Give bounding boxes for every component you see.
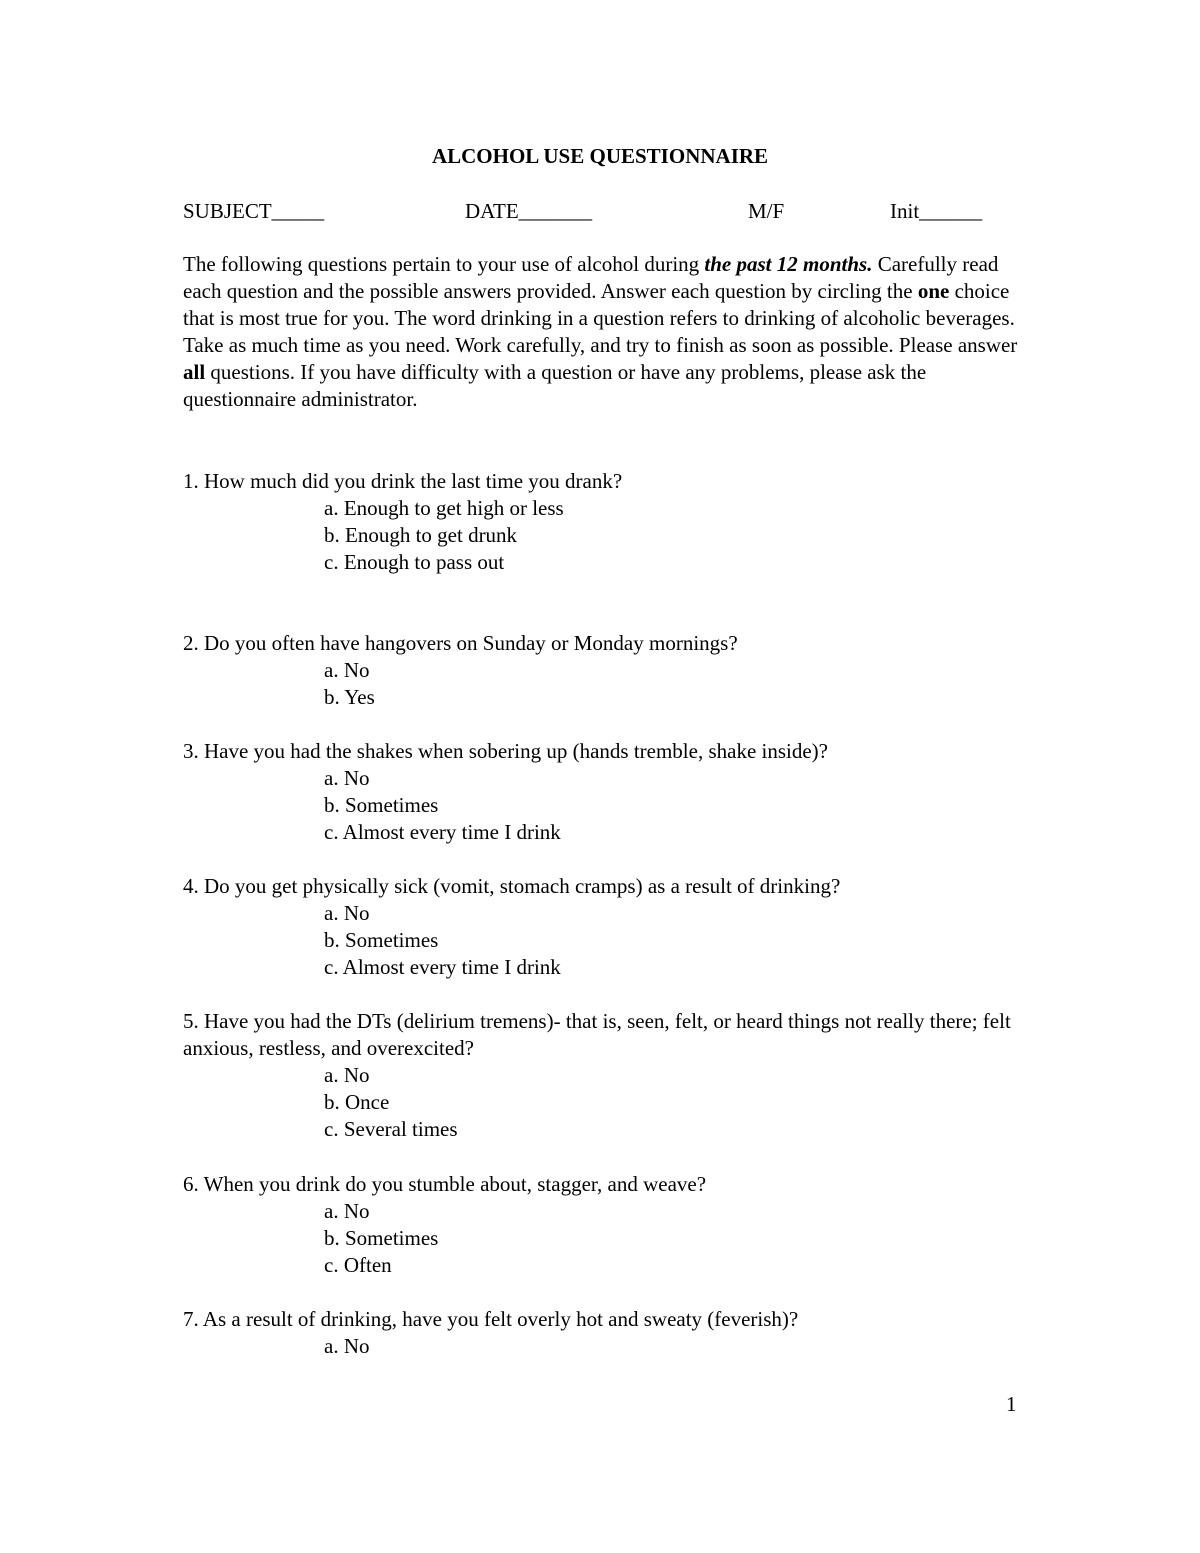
instructions-paragraph [183,251,1023,413]
answer-option[interactable]: a. Enough to get high or less [324,496,564,520]
instructions-text-3: choice that is most true for you. The word drinking in a question refers to drinking of alcoholic beverages. Take as much time as you need. Work carefully, and try to finish as soon as possible. Please answer [183,279,1018,357]
answer-option[interactable]: a. No [324,1199,370,1223]
answer-option[interactable]: a. No [324,766,370,790]
initials-field: Init______ [890,199,983,223]
answer-option[interactable]: c. Often [324,1253,392,1277]
question-text: 5. Have you had the DTs (delirium tremens)- that is, seen, felt, or heard things not really there; felt anxious, restless, and overexcited? [183,1009,1011,1060]
subject-field: SUBJECT_____ [183,199,325,223]
instructions [183,251,1023,413]
instructions-all: all [183,360,206,384]
question-text: 2. Do you often have hangovers on Sunday or Monday mornings? [183,631,738,655]
answer-option[interactable]: b. Yes [324,685,375,709]
answer-option[interactable]: c. Almost every time I drink [324,955,561,979]
answer-option[interactable]: a. No [324,658,370,682]
instructions-text-2: Carefully read each question and the possible answers provided. Answer each question by circling the [183,252,999,303]
answer-options [183,1198,1023,1279]
sex-field: M/F [748,199,785,223]
answer-options [183,1062,1023,1143]
answer-option[interactable]: b. Enough to get drunk [324,523,518,547]
answer-option[interactable]: c. Several times [324,1117,458,1141]
answer-option[interactable]: b. Sometimes [324,928,439,952]
question-3 [183,738,1023,846]
question-text: 7. As a result of drinking, have you felt overly hot and sweaty (feverish)? [183,1307,799,1331]
question-2 [183,630,1023,711]
instructions-one: one [917,279,950,303]
page-title: ALCOHOL USE QUESTIONNAIRE [431,144,769,168]
answer-options [183,495,1023,576]
instructions-text-4: questions. If you have difficulty with a question or have any problems, please ask the questionnaire administrator. [183,360,927,411]
question-6 [183,1171,1023,1279]
question-text: 1. How much did you drink the last time you drank? [183,469,623,493]
answer-option[interactable]: a. No [324,901,370,925]
date-field: DATE_______ [465,199,593,223]
question-text: 3. Have you had the shakes when sobering up (hands tremble, shake inside)? [183,739,828,763]
answer-options [183,1333,1023,1360]
answer-option[interactable]: b. Sometimes [324,1226,439,1250]
question-4 [183,873,1023,981]
question-text: 6. When you drink do you stumble about, stagger, and weave? [183,1172,707,1196]
question-5 [183,1008,1023,1143]
answer-option[interactable]: b. Once [324,1090,390,1114]
answer-option[interactable]: a. No [324,1063,370,1087]
question-7 [183,1306,1023,1360]
question-text: 4. Do you get physically sick (vomit, stomach cramps) as a result of drinking? [183,874,841,898]
instructions-emphasis: the past 12 months. [704,252,873,276]
answer-options [183,657,1023,711]
answer-options [183,900,1023,981]
page-number: 1 [1006,1392,1017,1416]
answer-option[interactable]: c. Almost every time I drink [324,820,561,844]
answer-option[interactable]: a. No [324,1334,370,1358]
answer-options [183,765,1023,846]
question-1 [183,468,1023,576]
instructions-text-1: The following questions pertain to your use of alcohol during [183,252,705,276]
answer-option[interactable]: c. Enough to pass out [324,550,505,574]
answer-option[interactable]: b. Sometimes [324,793,439,817]
